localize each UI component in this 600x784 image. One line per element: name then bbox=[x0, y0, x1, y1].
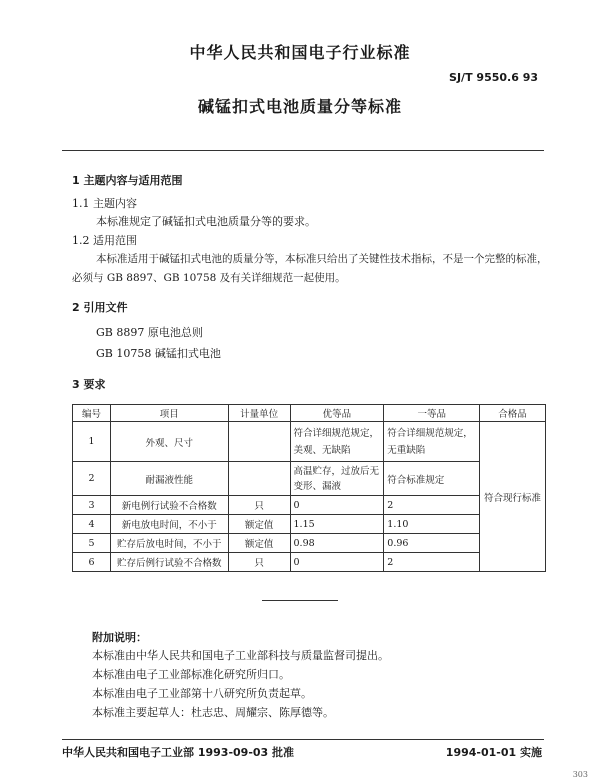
row-item: 贮存后例行试验不合格数 bbox=[110, 553, 228, 572]
row-no: 1 bbox=[73, 422, 111, 462]
row-first: 符合标准规定 bbox=[384, 462, 480, 496]
row-unit bbox=[228, 462, 290, 496]
requirements-table bbox=[72, 404, 546, 572]
notes-line: 本标准主要起草人：杜志忠、周耀宗、陈厚德等。 bbox=[92, 706, 334, 719]
header-superior: 优等品 bbox=[290, 405, 384, 422]
row-superior: 0 bbox=[290, 496, 384, 515]
row-unit bbox=[228, 422, 290, 462]
row-unit: 额定值 bbox=[228, 534, 290, 553]
header-divider bbox=[62, 150, 544, 151]
row-first: 2 bbox=[384, 553, 480, 572]
end-of-text-line bbox=[262, 600, 338, 601]
header-item: 项目 bbox=[110, 405, 228, 422]
row-no: 6 bbox=[73, 553, 111, 572]
notes-line: 本标准由中华人民共和国电子工业部科技与质量监督司提出。 bbox=[92, 649, 389, 662]
row-superior: 0.98 bbox=[290, 534, 384, 553]
row-no: 3 bbox=[73, 496, 111, 515]
section-1-heading: 1 主题内容与适用范围 bbox=[72, 174, 183, 187]
section-1-1-heading: 1.1 主题内容 bbox=[72, 197, 137, 210]
row-first: 0.96 bbox=[384, 534, 480, 553]
row-superior: 符合详细规范规定，美观、无缺陷 bbox=[290, 422, 384, 462]
header-qualified: 合格品 bbox=[480, 405, 546, 422]
table-row bbox=[73, 534, 546, 553]
row-superior: 1.15 bbox=[290, 515, 384, 534]
row-no: 5 bbox=[73, 534, 111, 553]
row-first: 符合详细规范规定，无重缺陷 bbox=[384, 422, 480, 462]
row-no: 2 bbox=[73, 462, 111, 496]
standard-title: 中华人民共和国电子行业标准 bbox=[189, 43, 411, 62]
row-unit: 只 bbox=[228, 496, 290, 515]
row-first: 1.10 bbox=[384, 515, 480, 534]
row-superior: 高温贮存，过放后无变形、漏液 bbox=[290, 462, 384, 496]
table-row bbox=[73, 553, 546, 572]
notes-line: 本标准由电子工业部标准化研究所归口。 bbox=[92, 668, 290, 681]
table-row bbox=[73, 422, 546, 462]
row-superior: 0 bbox=[290, 553, 384, 572]
header-first: 一等品 bbox=[384, 405, 480, 422]
table-row bbox=[73, 462, 546, 496]
approval-info: 中华人民共和国电子工业部 1993-09-03 批准 bbox=[62, 746, 295, 759]
page-number: 303 bbox=[572, 770, 588, 779]
section-1-1-body: 本标准规定了碱锰扣式电池质量分等的要求。 bbox=[96, 215, 316, 228]
qualified-cell: 符合现行标准 bbox=[480, 422, 546, 572]
row-item: 贮存后放电时间，不小于 bbox=[110, 534, 228, 553]
section-1-2-heading: 1.2 适用范围 bbox=[72, 234, 137, 247]
row-first: 2 bbox=[384, 496, 480, 515]
notes-heading: 附加说明： bbox=[92, 631, 147, 644]
row-item: 外观、尺寸 bbox=[110, 422, 228, 462]
standard-code: SJ/T 9550.6 93 bbox=[449, 71, 538, 84]
table-row bbox=[73, 496, 546, 515]
document-title: 碱锰扣式电池质量分等标准 bbox=[197, 97, 402, 116]
implementation-date: 1994-01-01 实施 bbox=[445, 746, 542, 759]
reference-gb10758: GB 10758 碱锰扣式电池 bbox=[96, 347, 221, 360]
section-3-heading: 3 要求 bbox=[72, 378, 106, 391]
row-unit: 额定值 bbox=[228, 515, 290, 534]
row-item: 耐漏液性能 bbox=[110, 462, 228, 496]
row-item: 新电放电时间，不小于 bbox=[110, 515, 228, 534]
notes-line: 本标准由电子工业部第十八研究所负责起草。 bbox=[92, 687, 312, 700]
table-row bbox=[73, 515, 546, 534]
row-item: 新电例行试验不合格数 bbox=[110, 496, 228, 515]
section-2-heading: 2 引用文件 bbox=[72, 301, 128, 314]
table-header-row bbox=[73, 405, 546, 422]
header-unit: 计量单位 bbox=[228, 405, 290, 422]
reference-gb8897: GB 8897 原电池总则 bbox=[96, 326, 203, 339]
section-1-2-line2: 必须与 GB 8897、GB 10758 及有关详细规范一起使用。 bbox=[72, 272, 346, 284]
row-unit: 只 bbox=[228, 553, 290, 572]
row-no: 4 bbox=[73, 515, 111, 534]
section-1-2-line1: 本标准适用于碱锰扣式电池的质量分等，本标准只给出了关键性技术指标，不是一个完整的标准， bbox=[96, 253, 548, 265]
footer-divider bbox=[62, 739, 544, 740]
header-no: 编号 bbox=[73, 405, 111, 422]
